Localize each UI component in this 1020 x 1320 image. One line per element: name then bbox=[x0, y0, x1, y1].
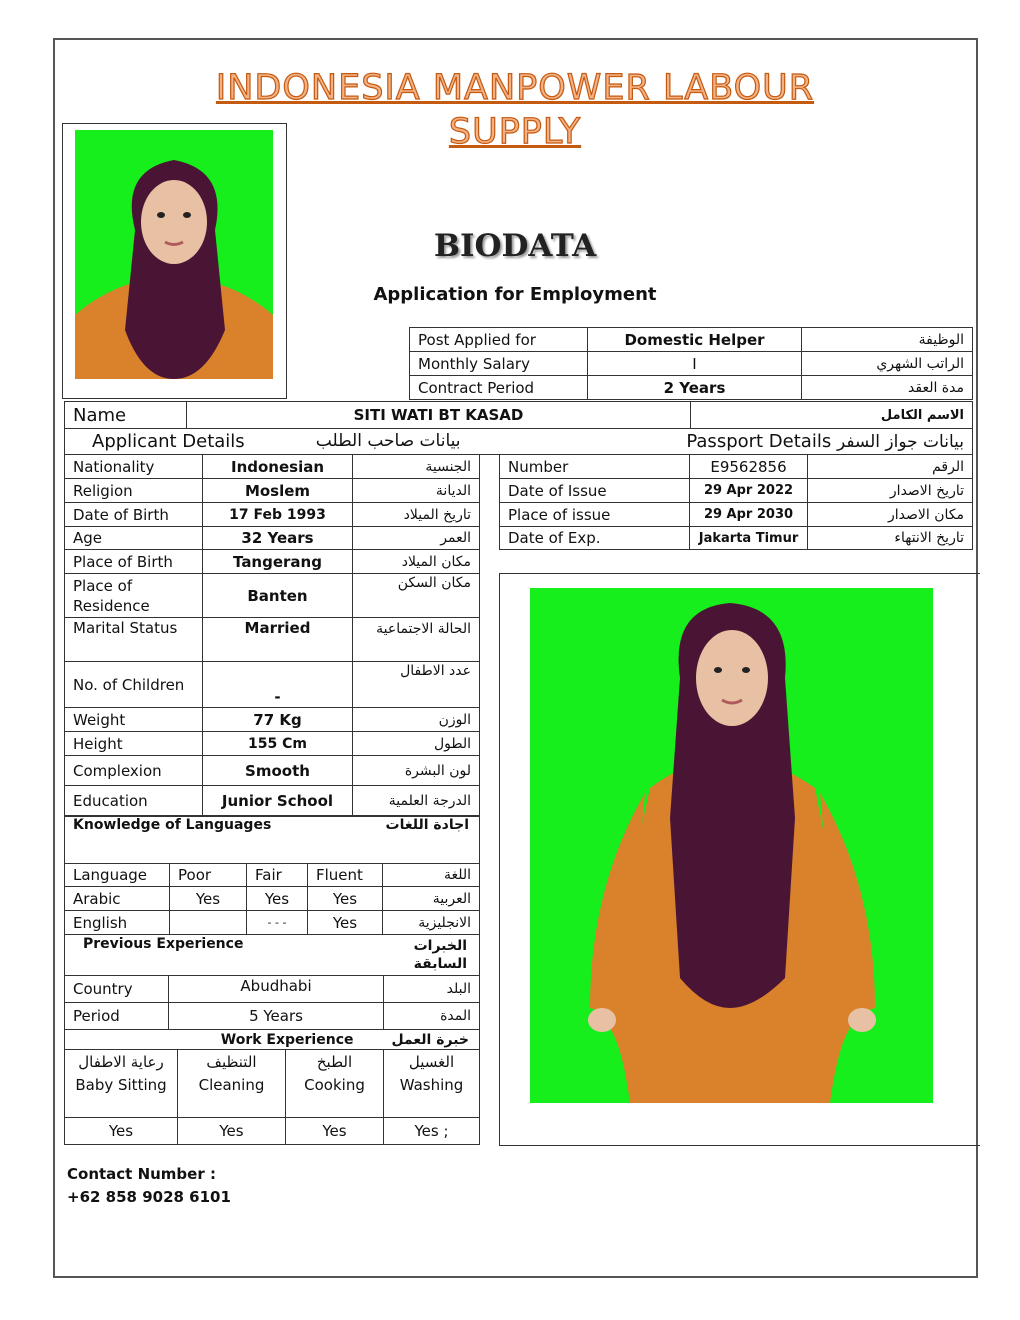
languages-heading: Knowledge of Languages bbox=[65, 816, 308, 864]
passport-heading-ar: بيانات جواز السفر bbox=[836, 432, 964, 452]
contact-number: +62 858 9028 6101 bbox=[67, 1188, 231, 1206]
post-table bbox=[409, 327, 973, 400]
field-label: Date of Exp. bbox=[500, 527, 690, 550]
field-label: Place of Birth bbox=[65, 550, 203, 574]
field-label-ar: عدد الاطفال bbox=[353, 662, 480, 708]
name-table bbox=[64, 401, 973, 429]
field-label-ar: مكان الميلاد bbox=[353, 550, 480, 574]
work-values-row bbox=[65, 1118, 480, 1145]
age-value: 32 Years bbox=[203, 527, 353, 550]
column-header: Fair bbox=[247, 864, 308, 887]
table-row bbox=[65, 618, 480, 662]
arabic-poor: Yes bbox=[170, 887, 247, 911]
languages-table bbox=[64, 815, 480, 935]
skill-label: Cleaning bbox=[198, 1076, 265, 1094]
table-row bbox=[65, 911, 480, 935]
field-label: No. of Children bbox=[65, 662, 203, 708]
table-row bbox=[65, 708, 480, 732]
skill-cell bbox=[178, 1050, 286, 1118]
experience-heading: Previous Experience bbox=[65, 935, 384, 976]
field-label: Education bbox=[65, 786, 203, 817]
table-row bbox=[65, 550, 480, 574]
education-value: Junior School bbox=[203, 786, 353, 817]
language-name: English bbox=[65, 911, 170, 935]
field-label: Place of Residence bbox=[65, 574, 203, 618]
field-label-ar: الجنسية bbox=[353, 455, 480, 479]
field-label-ar: مكان الاصدار bbox=[808, 503, 973, 527]
company-name-line2: SUPPLY bbox=[448, 112, 582, 152]
contact-block bbox=[67, 1163, 231, 1209]
field-label-ar: الوزن bbox=[353, 708, 480, 732]
table-row bbox=[65, 527, 480, 550]
arabic-fluent: Yes bbox=[308, 887, 383, 911]
weight-value: 77 Kg bbox=[203, 708, 353, 732]
english-fair: - - - bbox=[247, 911, 308, 935]
field-label-ar: الرقم bbox=[808, 455, 973, 479]
portrait-illustration bbox=[75, 130, 273, 379]
dob-value: 17 Feb 1993 bbox=[203, 503, 353, 527]
experience-table bbox=[64, 934, 480, 1030]
nationality-value: Indonesian bbox=[203, 455, 353, 479]
portrait-photo-frame bbox=[62, 123, 287, 399]
height-value: 155 Cm bbox=[203, 732, 353, 756]
full-name-value: SITI WATI BT KASAD bbox=[187, 402, 691, 429]
table-row bbox=[65, 662, 480, 708]
work-experience-table bbox=[64, 1029, 480, 1145]
skill-label: Washing bbox=[399, 1076, 464, 1094]
skill-label: Cooking bbox=[304, 1076, 365, 1094]
field-label-ar: مكان السكن bbox=[353, 574, 480, 618]
field-label: Date of Birth bbox=[65, 503, 203, 527]
company-name-line1: INDONESIA MANPOWER LABOUR bbox=[215, 68, 815, 108]
table-row bbox=[65, 503, 480, 527]
post-label: Post Applied for bbox=[410, 328, 588, 352]
contract-label: Contract Period bbox=[410, 376, 588, 400]
work-skills-row bbox=[65, 1050, 480, 1118]
country-label: Country bbox=[65, 976, 169, 1003]
field-label: Age bbox=[65, 527, 203, 550]
skill-label-ar: الطبخ bbox=[316, 1053, 353, 1071]
field-label: Weight bbox=[65, 708, 203, 732]
expiry-date-value: Jakarta Timur bbox=[690, 527, 808, 550]
field-label: Marital Status bbox=[65, 618, 203, 662]
post-row bbox=[410, 328, 973, 352]
contract-label-ar: مدة العقد bbox=[802, 376, 973, 400]
field-label: Religion bbox=[65, 479, 203, 503]
residence-value: Banten bbox=[203, 574, 353, 618]
passport-details-table bbox=[499, 454, 973, 550]
languages-header-row bbox=[65, 864, 480, 887]
country-label-ar: البلد bbox=[384, 976, 480, 1003]
table-row bbox=[65, 732, 480, 756]
work-experience-heading: Work Experience bbox=[65, 1030, 384, 1050]
skill-cell bbox=[384, 1050, 480, 1118]
field-label-ar: تاريخ الاصدار bbox=[808, 479, 973, 503]
country-value: Abudhabi bbox=[169, 976, 384, 1003]
field-label-ar: الطول bbox=[353, 732, 480, 756]
field-label-ar: لون البشرة bbox=[353, 756, 480, 786]
arabic-fair: Yes bbox=[247, 887, 308, 911]
document-title: BIODATA bbox=[433, 228, 597, 264]
language-name-ar: الانجليزية bbox=[383, 911, 480, 935]
passport-details-heading bbox=[499, 429, 973, 455]
skill-label: Baby Sitting bbox=[75, 1076, 167, 1094]
language-name-ar: العربية bbox=[383, 887, 480, 911]
salary-row bbox=[410, 352, 973, 376]
table-row bbox=[500, 527, 973, 550]
applicant-details-heading bbox=[65, 429, 499, 455]
period-value: 5 Years bbox=[169, 1003, 384, 1030]
field-label-ar: الدرجة العلمية bbox=[353, 786, 480, 817]
salary-value: I bbox=[588, 352, 802, 376]
place-of-issue-value: 29 Apr 2030 bbox=[690, 503, 808, 527]
full-body-illustration bbox=[530, 588, 933, 1103]
field-label: Place of issue bbox=[500, 503, 690, 527]
applicant-heading-en: Applicant Details bbox=[92, 431, 245, 452]
table-row bbox=[65, 455, 480, 479]
field-label-ar: تاريخ الانتهاء bbox=[808, 527, 973, 550]
name-label: Name bbox=[65, 402, 187, 429]
name-label-ar: الاسم الكامل bbox=[691, 402, 973, 429]
marital-status-value: Married bbox=[203, 618, 353, 662]
full-body-photo-frame bbox=[499, 573, 980, 1146]
skill-label-ar: التنظيف bbox=[206, 1053, 257, 1071]
table-row bbox=[65, 1003, 480, 1030]
issue-date-value: 29 Apr 2022 bbox=[690, 479, 808, 503]
work-experience-heading-ar: خبرة العمل bbox=[384, 1030, 480, 1050]
field-label-ar: الديانة bbox=[353, 479, 480, 503]
table-row bbox=[65, 976, 480, 1003]
baby-sitting-value: Yes bbox=[65, 1118, 178, 1145]
column-header: Poor bbox=[170, 864, 247, 887]
column-header-ar: اللغة bbox=[383, 864, 480, 887]
column-header: Fluent bbox=[308, 864, 383, 887]
applicant-details-table bbox=[64, 454, 480, 817]
applicant-heading-ar: بيانات صاحب الطلب bbox=[315, 431, 461, 451]
post-value: Domestic Helper bbox=[588, 328, 802, 352]
field-label-ar: العمر bbox=[353, 527, 480, 550]
table-row bbox=[65, 574, 480, 618]
complexion-value: Smooth bbox=[203, 756, 353, 786]
salary-label: Monthly Salary bbox=[410, 352, 588, 376]
table-row bbox=[500, 503, 973, 527]
table-row bbox=[500, 479, 973, 503]
field-label-ar: تاريخ الميلاد bbox=[353, 503, 480, 527]
experience-heading-ar: الخبرات السابقة bbox=[384, 935, 480, 976]
table-row bbox=[65, 887, 480, 911]
field-label-ar: الحالة الاجتماعية bbox=[353, 618, 480, 662]
full-body-photo bbox=[530, 588, 933, 1103]
skill-cell bbox=[65, 1050, 178, 1118]
washing-value: Yes ; bbox=[384, 1118, 480, 1145]
field-label: Date of Issue bbox=[500, 479, 690, 503]
field-label: Number bbox=[500, 455, 690, 479]
portrait-photo bbox=[75, 130, 273, 379]
post-label-ar: الوظيفة bbox=[802, 328, 973, 352]
skill-cell bbox=[286, 1050, 384, 1118]
place-of-birth-value: Tangerang bbox=[203, 550, 353, 574]
contract-row bbox=[410, 376, 973, 400]
document-subtitle: Application for Employment bbox=[373, 284, 657, 305]
english-fluent: Yes bbox=[308, 911, 383, 935]
table-row bbox=[65, 479, 480, 503]
table-row bbox=[65, 786, 480, 817]
skill-label-ar: رعاية الاطفال bbox=[78, 1053, 164, 1071]
section-header-table bbox=[64, 428, 973, 455]
languages-heading-ar: اجادة اللغات bbox=[308, 816, 480, 864]
column-header: Language bbox=[65, 864, 170, 887]
period-label: Period bbox=[65, 1003, 169, 1030]
field-label: Complexion bbox=[65, 756, 203, 786]
field-label: Nationality bbox=[65, 455, 203, 479]
contract-value: 2 Years bbox=[588, 376, 802, 400]
field-label: Height bbox=[65, 732, 203, 756]
contact-label: Contact Number : bbox=[67, 1165, 216, 1183]
cleaning-value: Yes bbox=[178, 1118, 286, 1145]
salary-label-ar: الراتب الشهري bbox=[802, 352, 973, 376]
religion-value: Moslem bbox=[203, 479, 353, 503]
table-row bbox=[65, 756, 480, 786]
cooking-value: Yes bbox=[286, 1118, 384, 1145]
english-poor bbox=[170, 911, 247, 935]
passport-heading-en: Passport Details bbox=[686, 431, 832, 452]
period-label-ar: المدة bbox=[384, 1003, 480, 1030]
children-value: - bbox=[203, 662, 353, 708]
language-name: Arabic bbox=[65, 887, 170, 911]
table-row bbox=[500, 455, 973, 479]
skill-label-ar: الغسيل bbox=[408, 1053, 455, 1071]
passport-number-value: E9562856 bbox=[690, 455, 808, 479]
